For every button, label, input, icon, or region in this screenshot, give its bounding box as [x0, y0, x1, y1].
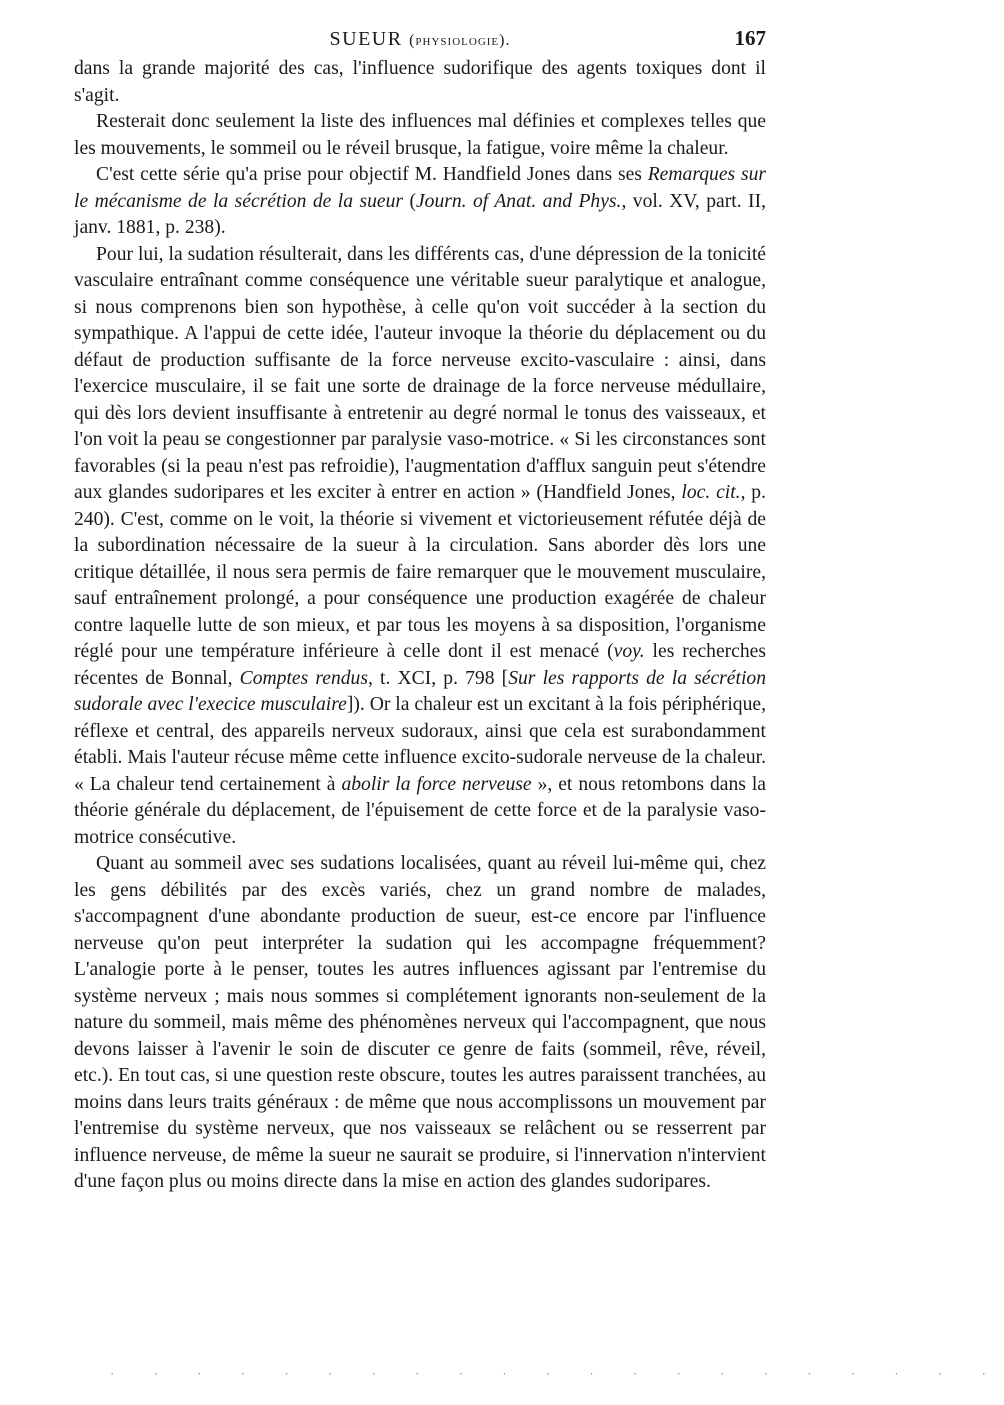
italic-run: voy. — [613, 641, 645, 662]
italic-run: Journ. of Anat. and Phys. — [415, 190, 622, 212]
text-run: Pour lui, la sudation résulterait, dans les différents cas, d'une dépression de la tonicité vasculaire entraînant comme conséquence une véritable sueur paralytique et analogue, si nous comprenons bien son hypothèse, à celle qu'on voit succéder à la section du sympathique. A l'appui de cette idée, l'auteur invoque la théorie du déplacement ou du défaut de production suffisante de la force nerveuse excito-vasculaire : ainsi, dans l'exercice musculaire, il se fait une sorte de drainage de la force nerveuse médullaire, qui dès lors devient insuffisante à entretenir au degré normal le tonus des vaisseaux, et l'on voit la peau se congestionner par paralysie vaso-motrice. « Si les circonstances sont favorables (si la peau n'est pas refroidie), l'augmentation d'afflux sanguin peut s'étendre aux glandes sudoripares et les exciter à entrer en action » (Handfield Jones, — [74, 243, 766, 503]
italic-run: abolir la force nerveuse — [341, 773, 532, 795]
paragraph — [74, 242, 766, 852]
text-run: ]). Or la chaleur est un excitant à la fois périphérique, réflexe et central, des appareils nerveux sudoraux, ainsi que cela est surabondamment établi. Mais l'auteur récuse même cette influence excito-sudorale nerveuse de la chaleur. « La chaleur tend certainement à — [74, 694, 766, 795]
italic-run: Sur les rapports de la sécrétion sudorale avec l'execice musculaire — [74, 667, 766, 715]
page-number: 167 — [734, 26, 766, 50]
paragraph — [74, 162, 766, 242]
body-text — [74, 56, 766, 1196]
text-run: », et nous retombons dans la théorie générale du déplacement, de l'épuisement de cette force et de la paralysie vaso-motrice consécutive. — [74, 773, 766, 848]
text-run: dans la grande majorité des cas, l'influence sudorifique des agents toxiques dont il s'agit. — [74, 58, 766, 106]
text-run: Resterait donc seulement la liste des influences mal définies et complexes telles que les mouvements, le sommeil ou le réveil brusque, la fatigue, voire même la chaleur. — [74, 111, 766, 159]
paragraph — [74, 109, 766, 162]
running-title — [74, 28, 766, 51]
running-title-sub: (physiologie). — [409, 32, 511, 49]
paragraph — [74, 56, 766, 109]
text-run: , vol. XV, part. II, janv. 1881, p. 238). — [74, 190, 766, 238]
italic-run: Comptes rendus — [239, 667, 368, 689]
running-title-main: SUEUR — [329, 28, 403, 50]
text-run: , t. XCI, p. 798 [ — [367, 667, 509, 689]
text-run: Quant au sommeil avec ses sudations localisées, quant au réveil lui-même qui, chez les gens débilités par des excès variés, chez un grand nombre de malades, s'accompagnent d'une abondante production de sueur, est-ce encore par l'influence nerveuse qu'on peut interpréter la sudation qui les accompagne fréquemment? L'analogie porte à le penser, toutes les autres influences agissant par l'entremise du système nerveux ; mais nous sommes si complétement ignorants non-seulement de la nature du sommeil, mais même des phénomènes nerveux qui l'accompagnent, que nous devons laisser à l'avenir le soin de discuter ce genre de faits (sommeil, rêve, réveil, etc.). En tout cas, si une question reste obscure, toutes les autres paraissent tranchées, au moins dans leurs traits généraux : de même que nous accomplissons un mouvement par l'entremise du système nerveux, que nos vaisseaux se relâchent ou se resserrent par influence nerveuse, de même la sueur ne saurait se produire, si l'innervation n'intervient d'une façon plus ou moins directe dans la mise en action des glandes sudoripares. — [74, 853, 766, 1192]
text-run: C'est cette série qu'a prise pour objectif M. Handfield Jones dans ses — [96, 164, 648, 185]
italic-run: Remarques sur le mécanisme de la sécrétion de la sueur — [74, 164, 766, 212]
text-run: , p. 240). C'est, comme on le voit, la théorie si vivement et victorieusement réfutée déjà de la subordination nécessaire de la sueur à la circulation. Sans aborder dès lors une critique détaillée, il nous sera permis de faire remarquer que le mouvement musculaire, sauf entraînement prolongé, a pour conséquence une production exagérée de chaleur contre laquelle lutte de son mieux, et par tous les moyens à sa disposition, l'organisme réglé pour une température inférieure à celle dont il est menacé ( — [74, 482, 766, 662]
text-run: ( — [403, 190, 416, 212]
paragraph — [74, 851, 766, 1196]
running-header — [74, 0, 766, 56]
bottom-speckles: · · · · · · · · · · · · · · · · · · · · · — [110, 1366, 1004, 1381]
text-run: les recherches récentes de Bonnal, — [74, 641, 766, 689]
italic-run: loc. cit. — [681, 482, 741, 503]
